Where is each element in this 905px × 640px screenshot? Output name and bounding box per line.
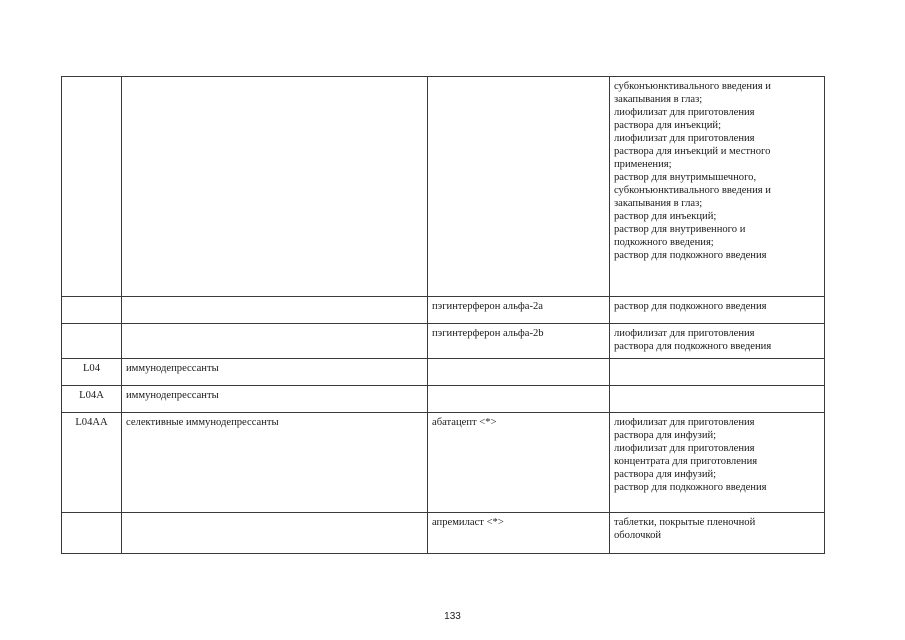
drug-name-cell bbox=[428, 359, 610, 386]
group-name-cell: иммунодепрессанты bbox=[122, 359, 428, 386]
table-row bbox=[62, 324, 825, 359]
atc-code-cell bbox=[62, 324, 122, 359]
group-name-cell: иммунодепрессанты bbox=[122, 386, 428, 413]
dosage-form-line: лиофилизат для приготовления bbox=[614, 107, 755, 118]
dosage-forms-cell bbox=[610, 413, 825, 513]
dosage-form-line: таблетки, покрытые пленочной bbox=[614, 517, 756, 528]
group-name-cell bbox=[122, 297, 428, 324]
dosage-form-line: лиофилизат для приготовления bbox=[614, 417, 755, 428]
atc-code-cell bbox=[62, 513, 122, 554]
dosage-form-line: лиофилизат для приготовления bbox=[614, 328, 755, 339]
dosage-form-line: раствор для подкожного введения bbox=[614, 482, 767, 493]
dosage-form-line: раствор для внутримышечного, bbox=[614, 172, 757, 183]
atc-code-cell bbox=[62, 297, 122, 324]
dosage-forms-cell bbox=[610, 386, 825, 413]
dosage-forms-cell bbox=[610, 359, 825, 386]
dosage-form-line: раствор для инъекций; bbox=[614, 211, 717, 222]
drug-list-table bbox=[61, 76, 825, 554]
dosage-form-line: раствора для инфузий; bbox=[614, 469, 717, 480]
table-row bbox=[62, 513, 825, 554]
dosage-form-line: раствор для подкожного введения bbox=[614, 301, 767, 312]
table-row bbox=[62, 413, 825, 513]
dosage-form-line: лиофилизат для приготовления bbox=[614, 443, 755, 454]
dosage-form-line: раствора для подкожного введения bbox=[614, 341, 772, 352]
table-row bbox=[62, 386, 825, 413]
dosage-form-line: раствора для инфузий; bbox=[614, 430, 717, 441]
dosage-forms-cell bbox=[610, 297, 825, 324]
table-row bbox=[62, 77, 825, 297]
atc-code-cell: L04A bbox=[62, 386, 122, 413]
dosage-form-line: раствора для инъекций и местного bbox=[614, 146, 771, 157]
table-row bbox=[62, 359, 825, 386]
dosage-form-line: концентрата для приготовления bbox=[614, 456, 758, 467]
table-row bbox=[62, 297, 825, 324]
drug-name-cell: пэгинтерферон альфа-2b bbox=[428, 324, 610, 359]
dosage-form-line: оболочкой bbox=[614, 530, 662, 541]
atc-code-cell bbox=[62, 77, 122, 297]
atc-code-cell: L04AA bbox=[62, 413, 122, 513]
drug-name-cell bbox=[428, 77, 610, 297]
dosage-form-line: закапывания в глаз; bbox=[614, 198, 703, 209]
page-number: 133 bbox=[444, 611, 461, 622]
dosage-form-line: субконъюнктивального введения и bbox=[614, 81, 771, 92]
group-name-cell: селективные иммунодепрессанты bbox=[122, 413, 428, 513]
dosage-forms-cell bbox=[610, 324, 825, 359]
group-name-cell bbox=[122, 513, 428, 554]
dosage-form-line: раствор для внутривенного и bbox=[614, 224, 746, 235]
drug-name-cell bbox=[428, 386, 610, 413]
dosage-form-line: подкожного введения; bbox=[614, 237, 714, 248]
dosage-forms-cell bbox=[610, 513, 825, 554]
drug-name-cell: пэгинтерферон альфа-2a bbox=[428, 297, 610, 324]
dosage-form-line: лиофилизат для приготовления bbox=[614, 133, 755, 144]
drug-name-cell: апремиласт <*> bbox=[428, 513, 610, 554]
dosage-form-line: субконъюнктивального введения и bbox=[614, 185, 771, 196]
dosage-form-line: закапывания в глаз; bbox=[614, 94, 703, 105]
atc-code-cell: L04 bbox=[62, 359, 122, 386]
group-name-cell bbox=[122, 324, 428, 359]
dosage-forms-cell bbox=[610, 77, 825, 297]
dosage-form-line: применения; bbox=[614, 159, 672, 170]
drug-name-cell: абатацепт <*> bbox=[428, 413, 610, 513]
dosage-form-line: раствор для подкожного введения bbox=[614, 250, 767, 261]
group-name-cell bbox=[122, 77, 428, 297]
dosage-form-line: раствора для инъекций; bbox=[614, 120, 722, 131]
